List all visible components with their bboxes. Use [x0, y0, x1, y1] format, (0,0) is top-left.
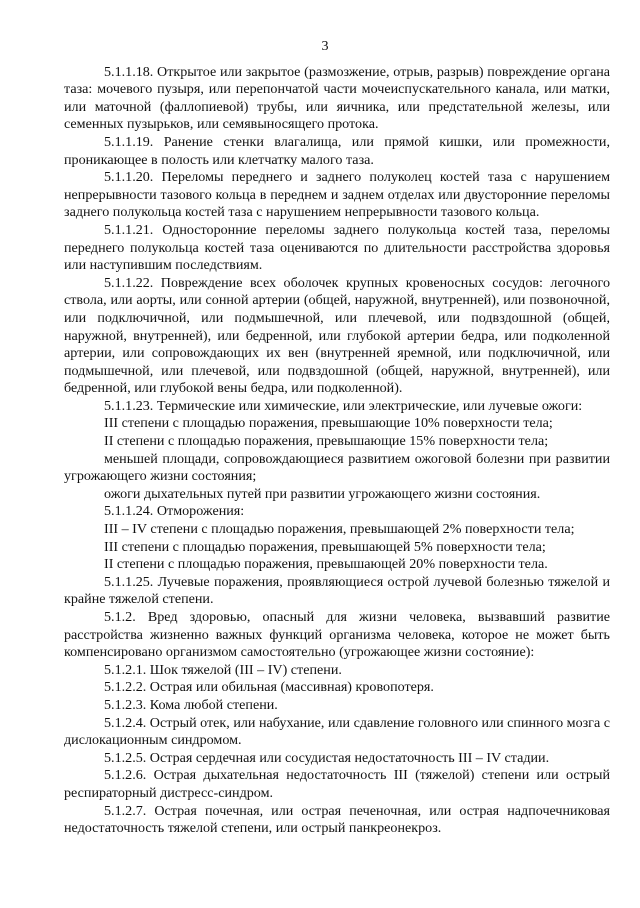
burns-airways: ожоги дыхательных путей при развитии угрожающего жизни состояния. — [104, 485, 541, 502]
frostbite-grade-3-4: III – IV степени с площадью поражения, превышающей 2% поверхности тела; — [104, 521, 575, 538]
paragraph-5-1-2-3: 5.1.2.3. Кома любой степени. — [104, 696, 278, 713]
page-number: 3 — [321, 38, 329, 54]
paragraph-5-1-1-18: 5.1.1.18. Открытое или закрытое (размозжение, отрыв, разрыв) повреждение органа таза: мочевого пузыря, или перепончатой части мочеиспускательного канала, или матки, или маточной (фаллопиевой) трубы, или яичника, или предстательной железы, или семенных пузырьков, или семявыносящего протока. — [64, 63, 610, 133]
burns-grade-2: II степени с площадью поражения, превышающие 15% поверхности тела; — [104, 433, 549, 450]
paragraph-5-1-1-24: 5.1.1.24. Отморожения: — [104, 503, 245, 520]
paragraph-5-1-1-20: 5.1.1.20. Переломы переднего и заднего полуколец костей таза с нарушением непрерывности тазового кольца в переднем и заднем отделах или двусторонние переломы заднего полукольца костей таза с нарушением непрерывности тазового кольца. — [64, 169, 610, 221]
frostbite-grade-3: III степени с площадью поражения, превышающей 5% поверхности тела; — [104, 538, 546, 555]
paragraph-5-1-2-7: 5.1.2.7. Острая почечная, или острая печеночная, или острая надпочечниковая недостаточность тяжелой степени, или острый панкреонекроз. — [64, 802, 610, 837]
paragraph-5-1-1-21: 5.1.1.21. Односторонние переломы заднего полукольца костей таза, переломы переднего полукольца костей таза оцениваются по длительности расстройства здоровья или наступившим последствиям. — [64, 221, 610, 274]
paragraph-5-1-2-6: 5.1.2.6. Острая дыхательная недостаточность III (тяжелой) степени или острый респираторный дистресс-синдром. — [64, 767, 610, 801]
paragraph-5-1-1-23: 5.1.1.23. Термические или химические, или электрические, или лучевые ожоги: — [104, 397, 583, 414]
frostbite-grade-2: II степени с площадью поражения, превышающей 20% поверхности тела. — [104, 556, 548, 573]
paragraph-5-1-1-19: 5.1.1.19. Ранение стенки влагалища, или прямой кишки, или промежности, проникающее в полость или клетчатку малого таза. — [64, 133, 610, 168]
paragraph-5-1-2-4: 5.1.2.4. Острый отек, или набухание, или сдавление головного или спинного мозга с дислокационным синдромом. — [64, 714, 610, 749]
paragraph-5-1-1-25: 5.1.1.25. Лучевые поражения, проявляющиеся острой лучевой болезнью тяжелой и крайне тяжелой степени. — [64, 573, 610, 608]
paragraph-5-1-2-2: 5.1.2.2. Острая или обильная (массивная) кровопотеря. — [104, 679, 434, 696]
burns-grade-3: III степени с площадью поражения, превышающие 10% поверхности тела; — [104, 415, 553, 432]
paragraph-5-1-2: 5.1.2. Вред здоровью, опасный для жизни человека, вызвавший развитие расстройства жизненно важных функций организма человека, которое не может быть компенсировано организмом самостоятельно (угрожающее жизни состояние): — [64, 609, 610, 661]
paragraph-5-1-2-1: 5.1.2.1. Шок тяжелой (III – IV) степени. — [104, 661, 342, 678]
paragraph-5-1-2-5: 5.1.2.5. Острая сердечная или сосудистая недостаточность III – IV стадии. — [104, 749, 550, 766]
paragraph-5-1-1-22: 5.1.1.22. Повреждение всех оболочек крупных кровеносных сосудов: легочного ствола, или аорты, или сонной артерии (общей, наружной, внутренней), или позвоночной, или подключичной, или подмышечной, или плечевой, или подвздошной (общей, наружной, внутренней), или бедренной, или глубокой артерии бедра, или подколенной артерии, или сопровождающих их вен (внутренней яремной, или подключичной, или подмышечной, или плечевой, или подвздошной (общей, наружной, внутренней), или бедренной, или глубокой вены бедра, или подколенной). — [64, 274, 610, 397]
burns-smaller-area: меньшей площади, сопровождающиеся развитием ожоговой болезни при развитии угрожающего жизни состояния; — [64, 450, 610, 485]
